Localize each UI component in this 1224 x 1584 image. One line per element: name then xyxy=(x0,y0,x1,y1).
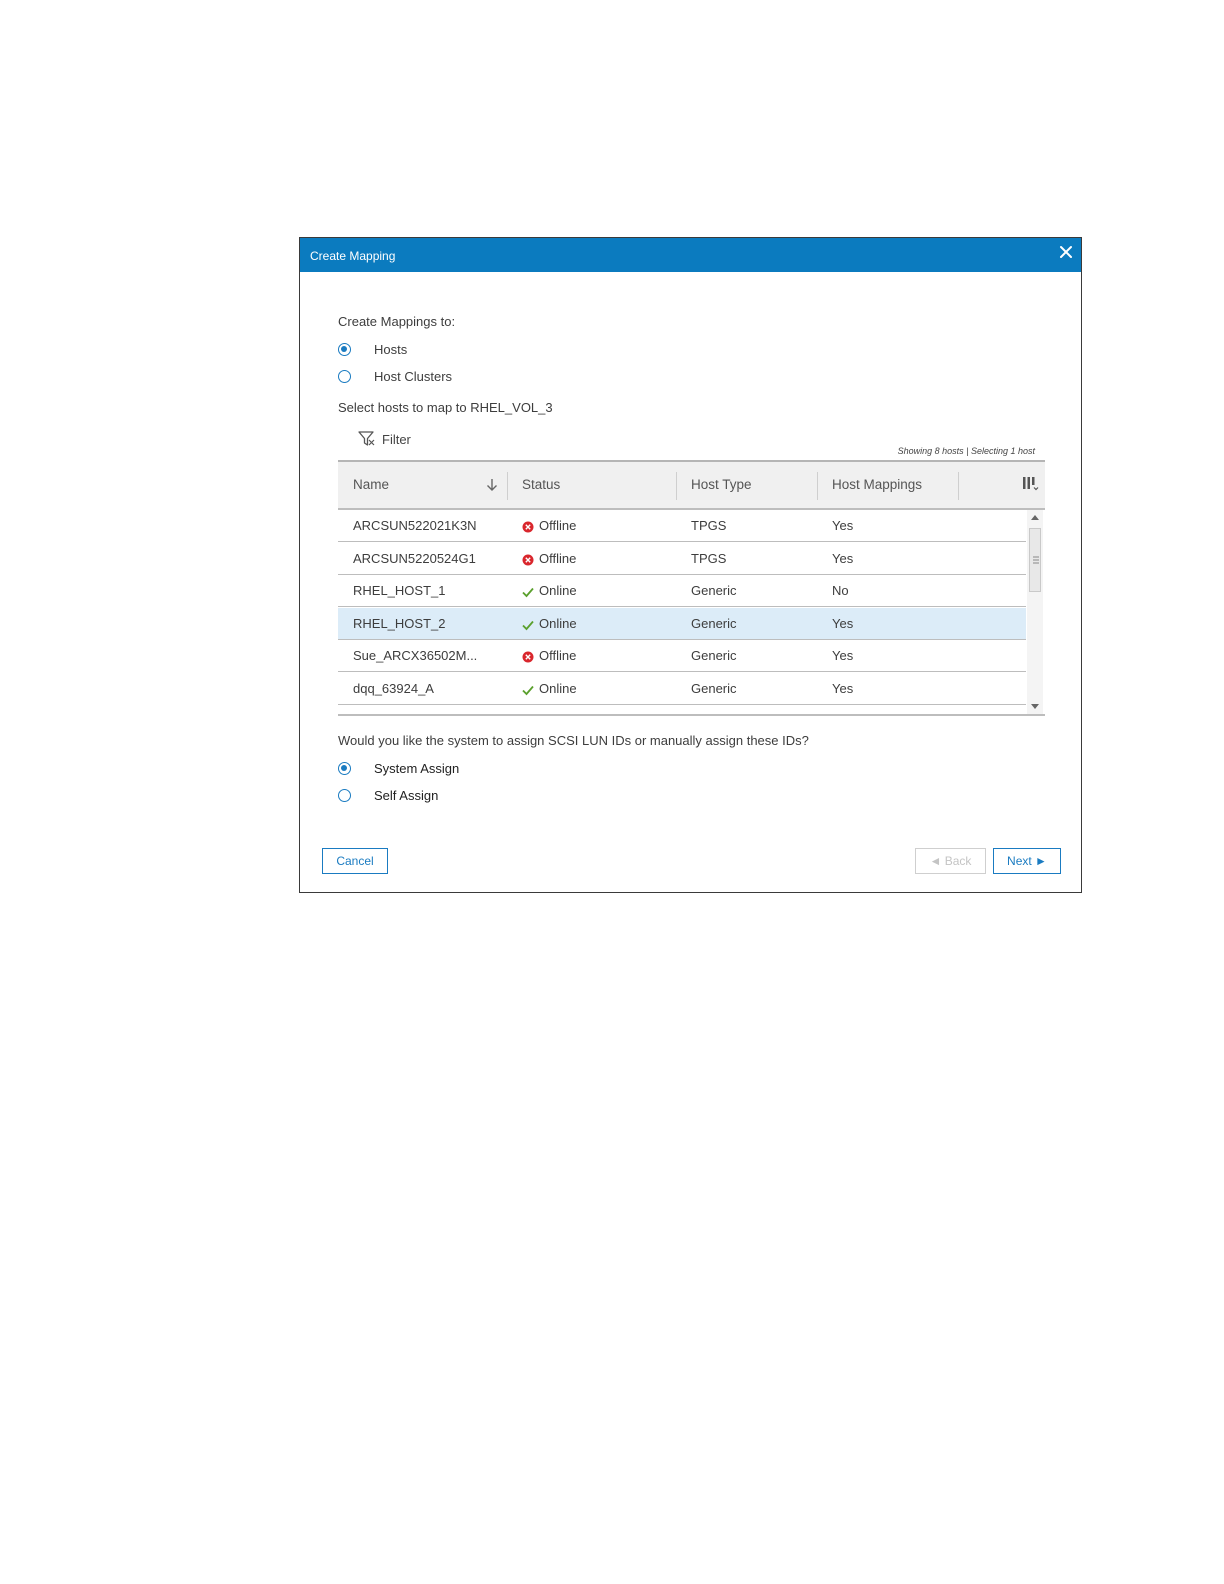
cell-host-type: TPGS xyxy=(691,551,727,566)
status-text: Offline xyxy=(539,551,577,566)
error-icon xyxy=(522,651,534,663)
close-icon[interactable] xyxy=(1057,243,1075,261)
next-button[interactable]: Next ► xyxy=(993,848,1061,874)
table-body xyxy=(338,510,1026,706)
cancel-button[interactable]: Cancel xyxy=(322,848,388,874)
column-header-host-mappings[interactable]: Host Mappings xyxy=(832,477,923,492)
system-assign-radio[interactable] xyxy=(338,762,351,775)
cell-status xyxy=(522,608,577,640)
hosts-radio[interactable] xyxy=(338,343,351,356)
column-header-host-type[interactable]: Host Type xyxy=(691,477,752,492)
cell-status xyxy=(522,543,576,575)
cell-status xyxy=(522,575,577,607)
error-icon xyxy=(522,521,534,533)
create-mappings-label: Create Mappings to: xyxy=(338,314,456,329)
system-assign-radio-label[interactable]: System Assign xyxy=(374,761,460,776)
check-icon xyxy=(522,586,534,598)
check-icon xyxy=(522,684,534,696)
status-text: Online xyxy=(539,583,577,598)
cell-host-type: Generic xyxy=(691,681,737,696)
table-row[interactable] xyxy=(338,608,1026,640)
cell-name: ARCSUN522021K3N xyxy=(353,518,477,533)
filter-button[interactable] xyxy=(358,431,411,447)
cell-host-mappings: Yes xyxy=(832,616,854,631)
column-separator xyxy=(958,472,959,500)
filter-label: Filter xyxy=(382,431,411,447)
cell-status xyxy=(522,640,576,672)
status-text: Online xyxy=(539,616,577,631)
self-assign-radio[interactable] xyxy=(338,789,351,802)
table-scrollbar[interactable] xyxy=(1027,510,1043,715)
column-header-status[interactable]: Status xyxy=(522,477,561,492)
table-row[interactable] xyxy=(338,575,1026,607)
column-settings-icon[interactable] xyxy=(1022,476,1040,492)
cell-host-mappings: Yes xyxy=(832,551,854,566)
error-icon xyxy=(522,554,534,566)
scroll-thumb[interactable] xyxy=(1029,528,1041,592)
sort-down-icon[interactable] xyxy=(486,478,498,492)
table-row[interactable] xyxy=(338,510,1026,542)
column-header-name[interactable]: Name xyxy=(338,462,507,508)
scroll-down-icon[interactable] xyxy=(1031,704,1039,710)
cell-status xyxy=(522,673,577,705)
cell-host-mappings: No xyxy=(832,583,849,598)
dialog-title: Create Mapping xyxy=(310,249,396,263)
hosts-table xyxy=(338,460,1045,716)
check-icon xyxy=(522,619,534,631)
cell-host-type: Generic xyxy=(691,648,737,663)
cell-name: RHEL_HOST_2 xyxy=(353,616,446,631)
table-bottom-border xyxy=(338,714,1045,716)
cell-status xyxy=(522,510,576,542)
self-assign-radio-label[interactable]: Self Assign xyxy=(374,788,439,803)
status-text: Offline xyxy=(539,648,577,663)
cell-host-mappings: Yes xyxy=(832,681,854,696)
create-mapping-dialog xyxy=(299,237,1082,893)
hosts-radio-label[interactable]: Hosts xyxy=(374,342,408,357)
showing-count-text: Showing 8 hosts | Selecting 1 host xyxy=(897,446,1035,456)
cell-host-type: Generic xyxy=(691,583,737,598)
host-clusters-radio[interactable] xyxy=(338,370,351,383)
host-clusters-radio-label[interactable]: Host Clusters xyxy=(374,369,453,384)
cell-name: dqq_63924_A xyxy=(353,681,434,696)
cell-name: RHEL_HOST_1 xyxy=(353,583,446,598)
dialog-titlebar xyxy=(300,238,1081,272)
cell-name: ARCSUN5220524G1 xyxy=(353,551,476,566)
scroll-up-icon[interactable] xyxy=(1031,514,1039,520)
status-text: Offline xyxy=(539,518,577,533)
table-row[interactable] xyxy=(338,640,1026,672)
table-row[interactable] xyxy=(338,543,1026,575)
cell-host-type: TPGS xyxy=(691,518,727,533)
select-hosts-label: Select hosts to map to RHEL_VOL_3 xyxy=(338,400,553,415)
scsi-question-label: Would you like the system to assign SCSI LUN IDs or manually assign these IDs? xyxy=(338,733,809,748)
cell-host-mappings: Yes xyxy=(832,648,854,663)
filter-icon xyxy=(358,431,376,447)
cell-host-mappings: Yes xyxy=(832,518,854,533)
status-text: Online xyxy=(539,681,577,696)
cell-host-type: Generic xyxy=(691,616,737,631)
cell-name: Sue_ARCX36502M... xyxy=(353,648,478,663)
table-row[interactable] xyxy=(338,673,1026,705)
table-header xyxy=(338,462,1045,510)
grip-icon xyxy=(1033,556,1039,564)
back-button[interactable]: ◄ Back xyxy=(915,848,986,874)
